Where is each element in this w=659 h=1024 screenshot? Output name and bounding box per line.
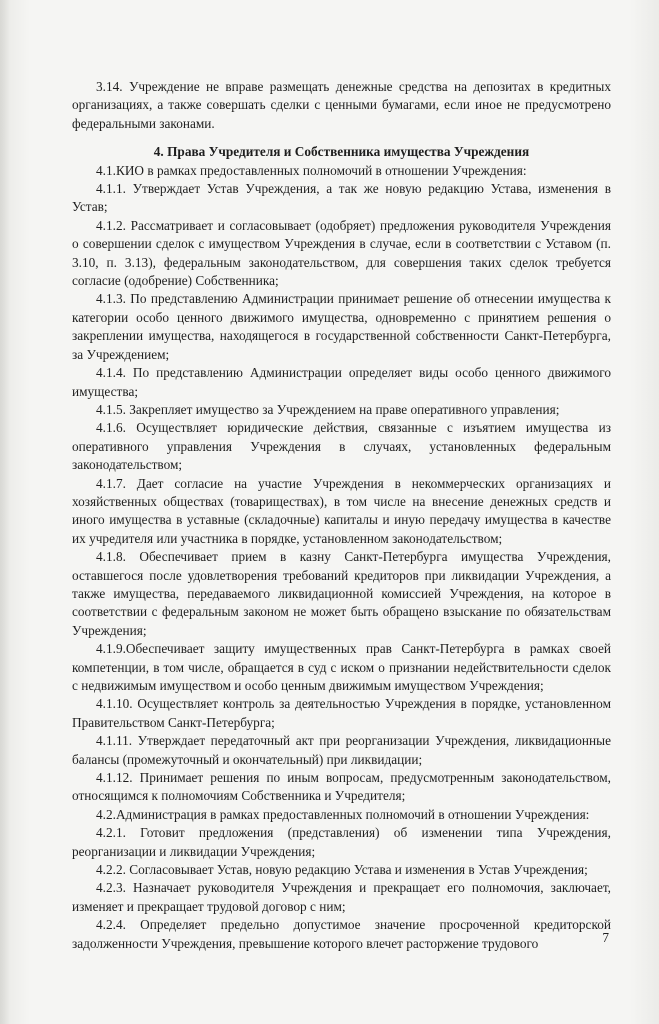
paragraph-4-1-9: 4.1.9.Обеспечивает защиту имущественных прав Санкт-Петербурга в рамках своей компетенции, в том числе, обращается в суд с иском о признании недействительности сделок с недвижимым имуществом и особо ценным движимым имуществом Учреждения; xyxy=(72,641,611,693)
paragraph-4-1-3: 4.1.3. По представлению Администрации принимает решение об отнесении имущества к категории особо ценного движимого имущества, одновременно с принятием решения о закреплении имущества, находящегося в государственной собственности Санкт-Петербурга, за Учреждением; xyxy=(72,291,611,362)
paragraph-4-1-5: 4.1.5. Закрепляет имущество за Учреждением на праве оперативного управления; xyxy=(96,401,560,417)
paragraph-4-1-6: 4.1.6. Осуществляет юридические действия, связанные с изъятием имущества из оперативного управления Учреждения в случаях, установленных федеральным законодательством; xyxy=(72,420,611,473)
paragraph-4-2: 4.2.Администрация в рамках предоставленных полномочий в отношении Учреждения: xyxy=(96,806,590,822)
paragraph-4-1-4: 4.1.4. По представлению Администрации определяет виды особо ценного движимого имущества; xyxy=(72,365,611,399)
paragraph-4-1-8: 4.1.8. Обеспечивает прием в казну Санкт-Петербурга имущества Учреждения, оставшегося после удовлетворения требований кредиторов при ликвидации Учреждения, а также имущества, передаваемого ликвидационной комиссией Учреждения, на которое в соответствии с федеральным законом не может быть обращено взыскание по обязательствам Учреждения; xyxy=(72,549,611,638)
page-number: 7 xyxy=(602,930,609,945)
paragraph-4-1: 4.1.КИО в рамках предоставленных полномочий в отношении Учреждения: xyxy=(96,162,527,178)
document-body xyxy=(72,78,611,953)
paragraph-4-2-2: 4.2.2. Согласовывает Устав, новую редакцию Устава и изменения в Устав Учреждения; xyxy=(96,862,588,878)
paragraph-3-14: 3.14. Учреждение не вправе размещать денежные средства на депозитах в кредитных организациях, а также совершать сделки с ценными бумагами, если иное не предусмотрено федеральными законами. xyxy=(72,79,611,131)
paragraph-4-1-11: 4.1.11. Утверждает передаточный акт при реорганизации Учреждения, ликвидационные балансы (промежуточный и окончательный) при ликвидации; xyxy=(72,733,611,767)
paragraph-4-1-1: 4.1.1. Утверждает Устав Учреждения, а так же новую редакцию Устава, изменения в Устав; xyxy=(72,181,611,215)
paragraph-4-2-1: 4.2.1. Готовит предложения (представления) об изменении типа Учреждения, реорганизации и ликвидации Учреждения; xyxy=(72,825,611,859)
paragraph-4-1-12: 4.1.12. Принимает решения по иным вопросам, предусмотренным законодательством, относящимся к полномочиям Собственника и Учредителя; xyxy=(72,770,611,804)
paragraph-4-2-3: 4.2.3. Назначает руководителя Учреждения и прекращает его полномочия, заключает, изменяет и прекращает трудовой договор с ним; xyxy=(72,880,611,914)
paragraph-4-2-4: 4.2.4. Определяет предельно допустимое значение просроченной кредиторской задолженности Учреждения, превышение которого влечет расторжение трудового xyxy=(72,917,611,951)
paragraph-4-1-10: 4.1.10. Осуществляет контроль за деятельностью Учреждения в порядке, установленном Правительством Санкт-Петербурга; xyxy=(72,696,611,730)
paragraph-4-1-2: 4.1.2. Рассматривает и согласовывает (одобряет) предложения руководителя Учреждения о совершении сделок с имуществом Учреждения в случае, если в соответствии с Уставом (п. 3.10, п. 3.13), федеральным законодательством, для совершения таких сделок требуется согласие (одобрение) Собственника; xyxy=(72,217,611,289)
page-fold-shadow xyxy=(0,0,10,1024)
paragraph-4-1-7: 4.1.7. Дает согласие на участие Учреждения в некоммерческих организациях и хозяйственных обществах (товариществах), в том числе на внесение денежных средств и иного имущества в уставные (складочные) капиталы и иную передачу имущества в качестве их учредителя или участника в порядке, установленном законодательством; xyxy=(72,475,611,546)
section-heading: 4. Права Учредителя и Собственника имущества Учреждения xyxy=(153,144,530,160)
